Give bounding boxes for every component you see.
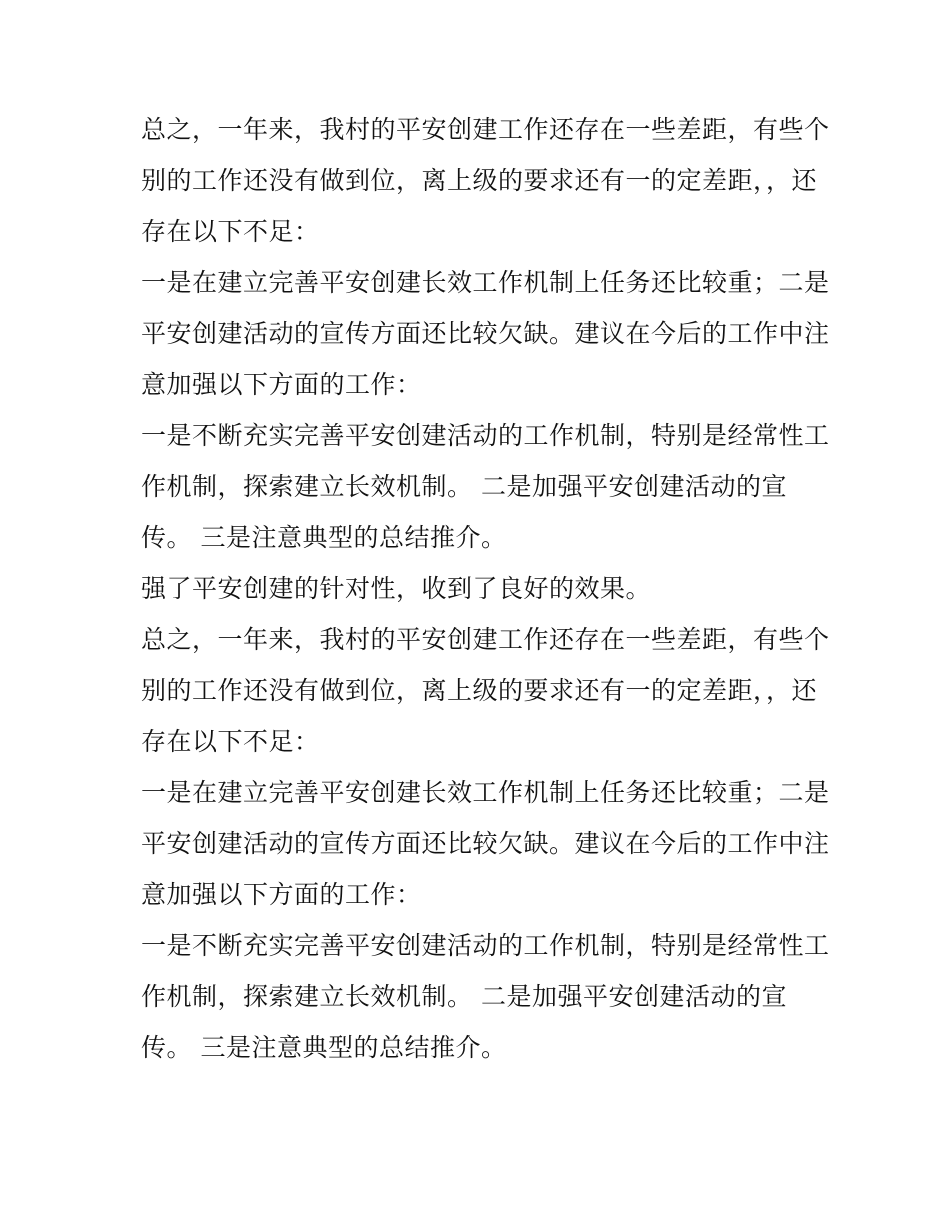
text-line: 存在以下不足： [141,727,320,756]
text-line: 作机制，探索建立长效机制。 二是加强平安创建活动的宣 [141,472,787,501]
text-line: 意加强以下方面的工作： [141,370,422,399]
text-line: 一是在建立完善平安创建长效工作机制上任务还比较重；二是 [141,268,830,297]
text-line: 强了平安创建的针对性，收到了良好的效果。 [141,574,652,603]
text-line: 意加强以下方面的工作： [141,880,422,909]
text-line: 传。 三是注意典型的总结推介。 [141,523,507,552]
text-line: 平安创建活动的宣传方面还比较欠缺。建议在今后的工作中注 [141,829,830,858]
text-line: 一是在建立完善平安创建长效工作机制上任务还比较重；二是 [141,778,830,807]
text-line: 别的工作还没有做到位，离上级的要求还有一的定差距，，还 [141,676,818,705]
text-line: 总之，一年来，我村的平安创建工作还存在一些差距，有些个 [141,115,830,144]
text-line: 作机制，探索建立长效机制。 二是加强平安创建活动的宣 [141,982,787,1011]
text-line: 别的工作还没有做到位，离上级的要求还有一的定差距，，还 [141,166,818,195]
text-line: 总之，一年来，我村的平安创建工作还存在一些差距，有些个 [141,625,830,654]
text-line: 一是不断充实完善平安创建活动的工作机制，特别是经常性工 [141,421,830,450]
text-line: 存在以下不足： [141,217,320,246]
text-line: 平安创建活动的宣传方面还比较欠缺。建议在今后的工作中注 [141,319,830,348]
text-line: 一是不断充实完善平安创建活动的工作机制，特别是经常性工 [141,931,830,960]
text-line: 传。 三是注意典型的总结推介。 [141,1033,507,1062]
document-body [141,104,830,1073]
